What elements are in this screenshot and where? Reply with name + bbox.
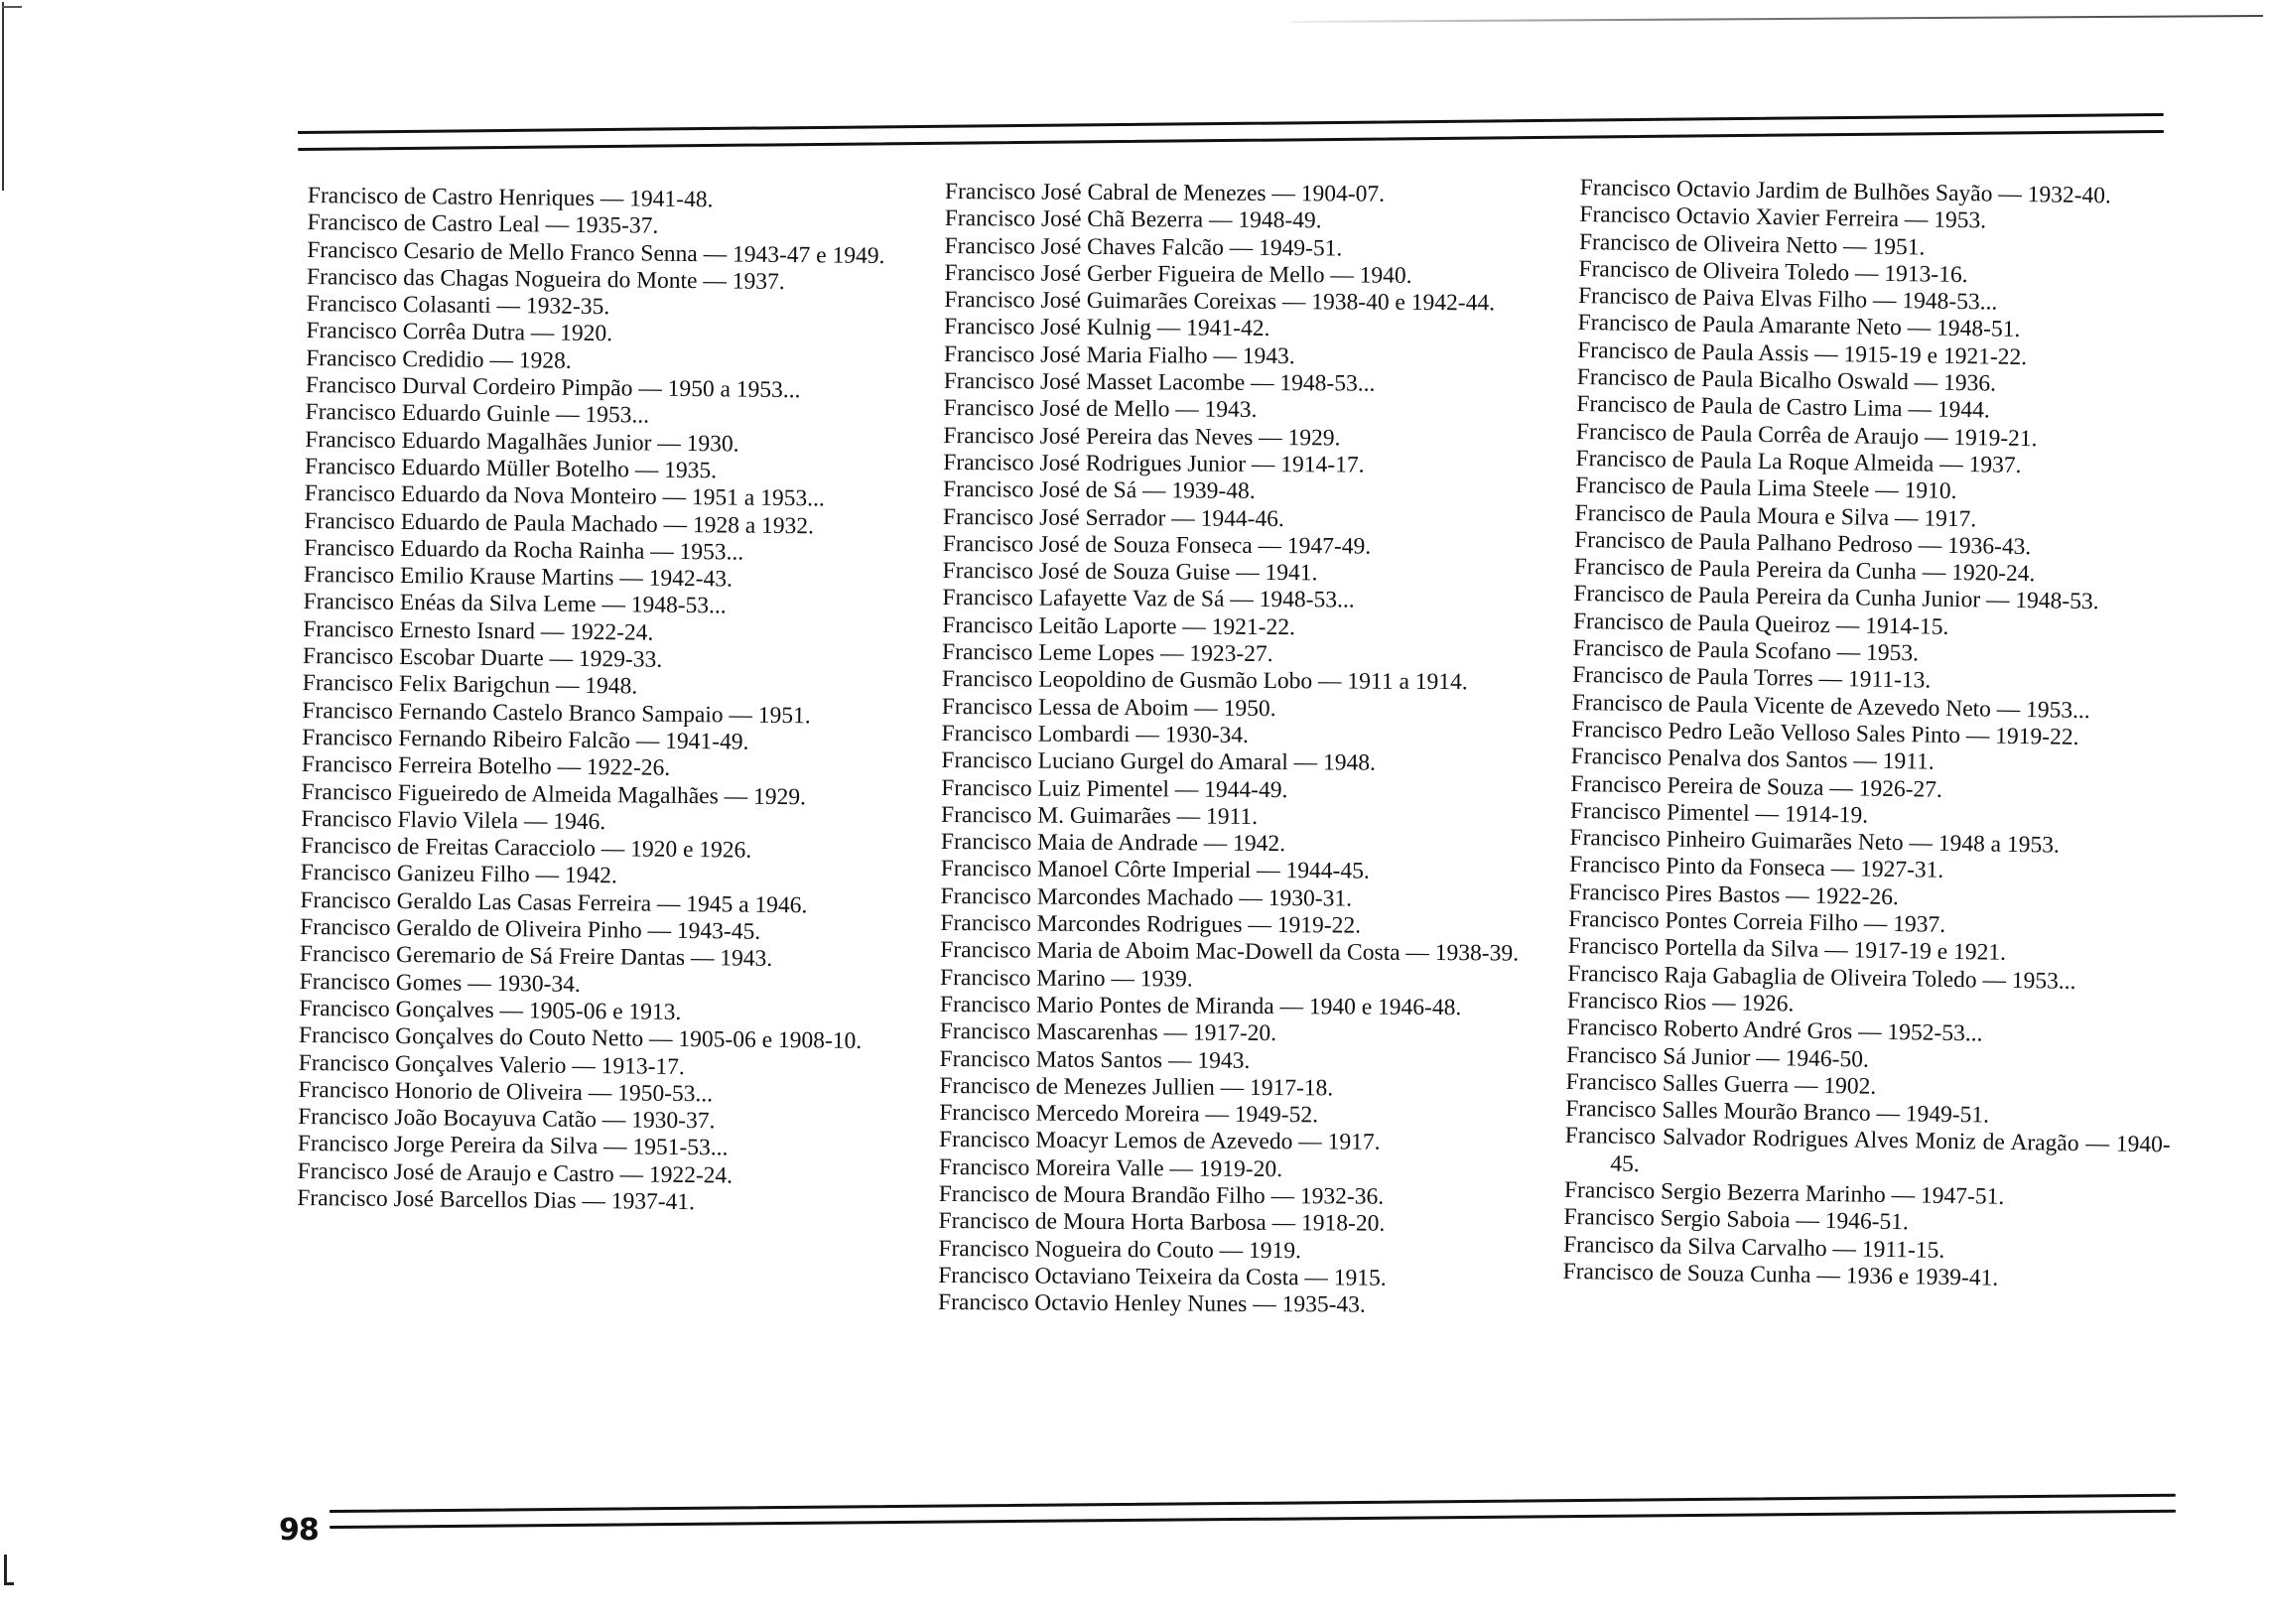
- index-entry: Francisco de Paula Torres — 1911-13.: [1571, 662, 1932, 694]
- index-entry: Francisco Maria de Aboim Mac-Dowell da Costa — 1938-39.: [940, 937, 1520, 967]
- index-entry: Francisco Mario Pontes de Miranda — 1940 e 1946-48.: [939, 991, 1462, 1021]
- index-entry: Francisco Pimentel — 1914-19.: [1569, 797, 1869, 829]
- index-entry: Francisco Gonçalves do Couto Netto — 1905-06 e 1908-10.: [298, 1022, 863, 1055]
- index-entry: Francisco Pontes Correia Filho — 1937.: [1568, 905, 1946, 938]
- index-entry: Francisco Gomes — 1930-34.: [299, 968, 581, 998]
- index-entry: Francisco Ernesto Isnard — 1922-24.: [303, 615, 654, 646]
- index-entry: Francisco Fernando Castelo Branco Sampaio — 1951.: [302, 697, 811, 729]
- header-double-rule: [298, 113, 2164, 151]
- index-entry: Francisco José de Mello — 1943.: [943, 395, 1258, 424]
- index-column-1: [297, 183, 913, 1219]
- index-entry: Francisco Lombardi — 1930-34.: [941, 720, 1250, 748]
- index-entry: Francisco José de Araujo e Castro — 1922-24.: [297, 1157, 734, 1189]
- index-entry: Francisco Geraldo Las Casas Ferreira — 1945 a 1946.: [300, 886, 808, 919]
- index-entry: Francisco Mascarenhas — 1917-20.: [939, 1018, 1277, 1047]
- index-entry: Francisco Jorge Pereira da Silva — 1951-53...: [297, 1131, 729, 1161]
- index-entry: Francisco de Paula Amarante Neto — 1948-51.: [1577, 310, 2021, 343]
- index-entry: Francisco de Freitas Caracciolo — 1920 e 1926.: [300, 833, 752, 864]
- index-entry: Francisco Luiz Pimentel — 1944-49.: [941, 774, 1288, 803]
- index-entry: Francisco João Bocayuva Catão — 1930-37.: [298, 1104, 716, 1135]
- index-entry: Francisco Corrêa Dutra — 1920.: [306, 318, 613, 347]
- index-entry: Francisco Salles Guerra — 1902.: [1565, 1068, 1877, 1100]
- scan-edge-line: [2, 2, 4, 191]
- index-entry: Francisco de Paula Moura e Silva — 1917.: [1574, 499, 1977, 532]
- index-entry: Francisco Raja Gabaglia de Oliveira Toledo — 1953...: [1567, 960, 2076, 995]
- index-entry: Francisco Pires Bastos — 1922-26.: [1568, 879, 1900, 910]
- index-entry: Francisco Ganizeu Filho — 1942.: [300, 860, 617, 889]
- index-entry: Francisco Octavio Jardim de Bulhões Sayão — 1932-40.: [1579, 175, 2112, 209]
- scan-edge-marks: [0, 0, 2269, 30]
- header-rule-line: [298, 113, 2164, 134]
- index-entry: Francisco Credidio — 1928.: [306, 344, 572, 374]
- index-entry: Francisco de Moura Brandão Filho — 1932-36.: [938, 1180, 1385, 1210]
- index-entry: Francisco Marcondes Rodrigues — 1919-22.: [940, 910, 1362, 939]
- index-entry: Francisco de Paula Lima Steele — 1910.: [1574, 473, 1957, 505]
- index-entry: Francisco Moacyr Lemos de Azevedo — 1917.: [939, 1127, 1381, 1156]
- header-rule-line: [298, 130, 2164, 151]
- index-entry: Francisco Flavio Vilela — 1946.: [301, 805, 606, 836]
- index-entry: Francisco Gonçalves — 1905-06 e 1913.: [299, 995, 682, 1025]
- index-entry: Francisco Gonçalves Valerio — 1913-17.: [298, 1049, 686, 1080]
- index-entry: Francisco Salvador Rodrigues Alves Moniz de Aragão — 1940-45.: [1564, 1123, 2171, 1177]
- scan-top-edge: [1290, 15, 2263, 23]
- index-entry: Francisco Marcondes Machado — 1930-31.: [940, 882, 1353, 912]
- index-entry: Francisco Leme Lopes — 1923-27.: [942, 639, 1273, 668]
- index-entry: Francisco de Oliveira Netto — 1951.: [1578, 228, 1926, 261]
- index-entry: Francisco de Paula Bicalho Oswald — 1936.: [1576, 364, 1997, 397]
- index-entry: Francisco Ferreira Botelho — 1922-26.: [301, 751, 671, 782]
- scan-edge-line: [4, 1582, 14, 1585]
- index-entry: Francisco Maia de Andrade — 1942.: [940, 829, 1286, 858]
- index-entry: Francisco José Chã Bezerra — 1948-49.: [944, 205, 1322, 234]
- footer-double-rule: [330, 1494, 2176, 1529]
- index-entry: Francisco José de Souza Fonseca — 1947-49.: [942, 530, 1372, 560]
- index-entry: Francisco José Cabral de Menezes — 1904-07.: [944, 179, 1386, 207]
- index-entry: Francisco de Paula de Castro Lima — 1944.: [1576, 391, 1990, 424]
- index-entry: Francisco da Silva Carvalho — 1911-15.: [1562, 1231, 1945, 1264]
- index-entry: Francisco Roberto André Gros — 1952-53...: [1566, 1015, 1983, 1047]
- index-entry: Francisco de Paula Scofano — 1953.: [1572, 634, 1920, 667]
- index-entry: Francisco Octavio Xavier Ferreira — 1953.: [1579, 202, 1987, 234]
- index-entry: Francisco José Pereira das Neves — 1929.: [943, 422, 1341, 452]
- index-entry: Francisco José Guimarães Coreixas — 1938-40 e 1942-44.: [944, 287, 1496, 317]
- index-entry: Francisco Octavio Henley Nunes — 1935-43.: [938, 1289, 1366, 1318]
- index-entry: Francisco Pinto da Fonseca — 1927-31.: [1568, 852, 1944, 884]
- footer-rule-line: [330, 1510, 2176, 1529]
- index-entry: Francisco de Paula Pereira da Cunha Junior — 1948-53.: [1573, 581, 2099, 615]
- index-entry: Francisco Eduardo da Nova Monteiro — 1951 a 1953...: [304, 480, 825, 512]
- index-entry: Francisco Sá Junior — 1946-50.: [1565, 1041, 1870, 1073]
- index-entry: Francisco Mercedo Moreira — 1949-52.: [939, 1100, 1319, 1129]
- index-entry: Francisco de Paula La Roque Almeida — 1937.: [1575, 445, 2022, 478]
- index-entry: Francisco José Serrador — 1944-46.: [942, 503, 1284, 532]
- index-entry: Francisco de Paula Corrêa de Araujo — 1919-21.: [1575, 418, 2038, 452]
- index-entry: Francisco Enéas da Silva Leme — 1948-53...: [303, 589, 727, 619]
- index-entry: Francisco Geremario de Sá Freire Dantas — 1943.: [299, 941, 773, 973]
- scan-edge-line: [4, 1555, 7, 1584]
- index-entry: Francisco Honorio de Oliveira — 1950-53...: [298, 1076, 714, 1108]
- index-entry: Francisco José Chaves Falcão — 1949-51.: [944, 232, 1343, 262]
- index-entry: Francisco de Oliveira Toledo — 1913-16.: [1578, 255, 1968, 289]
- index-entry: Francisco Leopoldino de Gusmão Lobo — 1911 a 1914.: [941, 666, 1468, 696]
- index-entry: Francisco Leitão Laporte — 1921-22.: [942, 611, 1295, 640]
- index-entry: Francisco Escobar Duarte — 1929-33.: [302, 643, 663, 673]
- scan-corner-mark: [2, 6, 22, 8]
- index-entry: Francisco José Barcellos Dias — 1937-41.: [297, 1184, 696, 1216]
- index-entry: Francisco Pinheiro Guimarães Neto — 1948 a 1953.: [1569, 825, 2061, 859]
- index-entry: Francisco Emilio Krause Martins — 1942-43.: [303, 562, 734, 593]
- index-entry: Francisco Lafayette Vaz de Sá — 1948-53...: [942, 585, 1355, 613]
- index-entry: Francisco de Paula Assis — 1915-19 e 1921-22.: [1577, 337, 2028, 370]
- index-entry: Francisco Matos Santos — 1943.: [939, 1045, 1251, 1074]
- index-entry: Francisco de Menezes Jullien — 1917-18.: [939, 1072, 1334, 1102]
- index-entry: Francisco Eduardo Magalhães Junior — 1930.: [305, 426, 739, 458]
- index-entry: Francisco de Paula Pereira da Cunha — 1920-24.: [1573, 554, 2036, 588]
- page-number: 98: [279, 1513, 319, 1548]
- index-entry: Francisco José Rodrigues Junior — 1914-17.: [943, 449, 1365, 478]
- index-entry: Francisco Eduardo Müller Botelho — 1935.: [304, 453, 718, 484]
- index-entry: Francisco José Maria Fialho — 1943.: [943, 340, 1295, 369]
- index-entry: Francisco Colasanti — 1932-35.: [306, 291, 610, 321]
- index-entry: Francisco Sergio Saboia — 1946-51.: [1563, 1204, 1910, 1236]
- index-entry: Francisco Eduardo da Rocha Rainha — 1953...: [304, 534, 744, 566]
- index-entry: Francisco Moreira Valle — 1919-20.: [938, 1153, 1283, 1182]
- index-entry: Francisco Lessa de Aboim — 1950.: [941, 693, 1276, 722]
- index-entry: Francisco Penalva dos Santos — 1911.: [1570, 744, 1935, 775]
- index-entry: Francisco Manoel Côrte Imperial — 1944-45.: [940, 856, 1370, 885]
- index-entry: Francisco M. Guimarães — 1911.: [941, 801, 1259, 830]
- index-entry: Francisco Geraldo de Oliveira Pinho — 1943-45.: [300, 913, 761, 945]
- index-entry: Francisco de Castro Henriques — 1941-48.: [307, 183, 714, 213]
- index-entry: Francisco José Masset Lacombe — 1948-53...: [943, 368, 1376, 397]
- index-entry: Francisco de Paula Palhano Pedroso — 1936-43.: [1574, 526, 2032, 561]
- index-entry: Francisco José Gerber Figueira de Mello — 1940.: [944, 259, 1412, 289]
- index-entry: Francisco de Paula Vicente de Azevedo Neto — 1953...: [1571, 689, 2090, 724]
- index-entry: Francisco Fernando Ribeiro Falcão — 1941-49.: [302, 724, 749, 755]
- index-entry: Francisco José de Sá — 1939-48.: [943, 476, 1256, 505]
- index-entry: Francisco Rios — 1926.: [1566, 987, 1795, 1017]
- index-entry: Francisco Marino — 1939.: [940, 964, 1193, 993]
- index-column-3: [1562, 175, 2186, 1295]
- index-entry: Francisco de Paula Queiroz — 1914-15.: [1572, 608, 1949, 640]
- index-entry: Francisco de Paiva Elvas Filho — 1948-53...: [1577, 283, 1998, 316]
- index-entry: Francisco Cesario de Mello Franco Senna — 1943-47 e 1949.: [307, 236, 885, 269]
- index-entry: Francisco Sergio Bezerra Marinho — 1947-51.: [1563, 1176, 2005, 1210]
- index-entry: Francisco Octaviano Teixeira da Costa — 1915.: [938, 1262, 1387, 1291]
- index-entry: Francisco das Chagas Nogueira do Monte — 1937.: [306, 263, 785, 295]
- index-entry: Francisco de Moura Horta Barbosa — 1918-20.: [938, 1208, 1386, 1238]
- index-entry: Francisco José Kulnig — 1941-42.: [944, 314, 1270, 342]
- index-entry: Francisco Felix Barigchun — 1948.: [302, 670, 638, 700]
- index-entry: Francisco Nogueira do Couto — 1919.: [938, 1235, 1302, 1264]
- index-entry: Francisco de Souza Cunha — 1936 e 1939-41.: [1562, 1258, 1999, 1291]
- index-entry: Francisco Pedro Leão Velloso Sales Pinto — 1919-22.: [1571, 716, 2079, 750]
- footer-rule-line: [330, 1494, 2176, 1513]
- index-entry: Francisco de Castro Leal — 1935-37.: [307, 209, 659, 239]
- index-entry: Francisco Eduardo Guinle — 1953...: [305, 399, 650, 429]
- scan-bottom-edge-mark: [0, 1549, 10, 1624]
- index-entry: Francisco Figueiredo de Almeida Magalhães — 1929.: [301, 778, 807, 810]
- index-entry: Francisco Portella da Silva — 1917-19 e 1921.: [1567, 933, 2007, 967]
- index-entry: Francisco Luciano Gurgel do Amaral — 1948.: [941, 747, 1376, 776]
- index-entry: Francisco Pereira de Souza — 1926-27.: [1570, 770, 1943, 803]
- index-entry: Francisco Salles Mourão Branco — 1949-51.: [1565, 1095, 1990, 1129]
- index-entry: Francisco Eduardo de Paula Machado — 1928 a 1932.: [304, 507, 815, 539]
- index-entry: Francisco José de Souza Guise — 1941.: [942, 558, 1318, 587]
- index-entry: Francisco Durval Cordeiro Pimpão — 1950 a 1953...: [305, 372, 801, 404]
- index-column-2: [938, 179, 1550, 1320]
